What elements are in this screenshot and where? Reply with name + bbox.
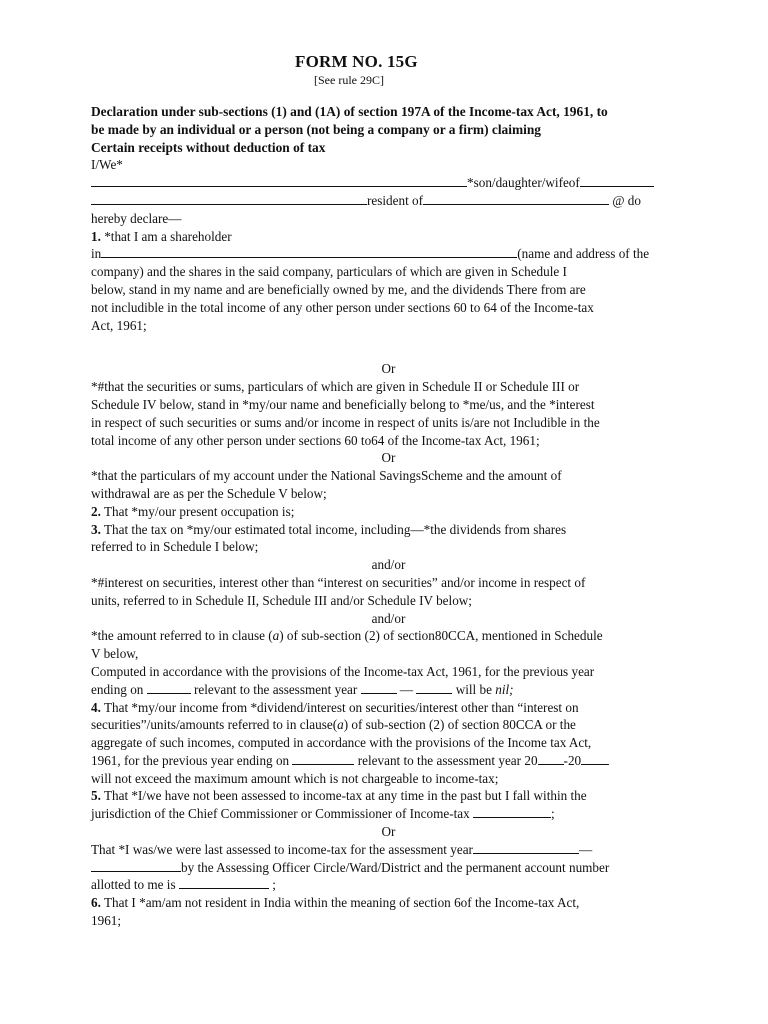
securities-line: total income of any other person under sections 60 to64 of the Income-tax Act, 1961; [91,432,540,448]
item-4-line [91,752,686,770]
item-2 [91,503,686,521]
nss-line: *that the particulars of my account under the National SavingsScheme and the amount of [91,468,562,484]
commissioner-field[interactable] [473,805,551,818]
item-number: 5. [91,788,101,804]
item-number: 3. [91,521,101,537]
item-4-text: relevant to the assessment year 20 [357,752,538,768]
item-number: 2. [91,503,101,519]
ending-label: ending on [91,681,144,697]
item-2-text: That *my/our present occupation is; [103,503,295,519]
or-separator: Or [381,824,396,840]
dash: — [399,681,414,697]
item-1-lead [91,228,686,246]
assessed-line [91,841,686,859]
item-number: 6. [91,895,101,911]
or-separator: Or [381,361,396,377]
semicolon: ; [551,806,555,822]
ay-start-field[interactable] [538,752,564,765]
declaration-line: Declaration under sub-sections (1) and (1A) of section 197A of the Income-tax Act, 1961, to [91,104,608,119]
interest-line: units, referred to in Schedule II, Schedule III and/or Schedule IV below; [91,592,472,608]
item-5 [91,787,686,805]
item-number: 1. [91,228,101,244]
declaration-line: be made by an individual or a person (not being a company or a firm) claiming [91,121,541,137]
name-line [91,174,686,192]
declaration-line: Certain receipts without deduction of tax [91,139,326,155]
declaration-heading [91,103,686,156]
year-from-field[interactable] [361,681,397,694]
item-4-text: ) of sub-section (2) of section 80CCA or the [343,717,576,733]
father-name-field[interactable] [91,192,367,205]
securities-line: in respect of such securities or sums and/or income in respect of units is/are not Includible in the [91,414,600,430]
interest-line: *#interest on securities, interest other than “interest on securities” and/or income in respect of [91,574,586,590]
hereby-declare: hereby declare— [91,210,182,226]
name-field[interactable] [91,174,467,187]
form-body [91,103,686,930]
iwe-label: I/We* [91,157,123,173]
pan-field[interactable] [179,876,269,889]
assessed-text: That *I was/we were last assessed to income-tax for the assessment year [91,841,473,857]
resident-field[interactable] [423,192,609,205]
year-to-field[interactable] [416,681,452,694]
securities-line: Schedule IV below, stand in *my/our name and beneficially belong to *me/us, and the *interest [91,396,595,412]
company-field[interactable] [101,245,517,258]
at-do-label: @ do [612,192,641,208]
dash: — [578,841,593,857]
ay-end-field[interactable] [581,752,609,765]
relation-label: *son/daughter/wifeof [467,175,580,191]
will-be-label: will be [455,681,492,697]
amount-line: V below, [91,646,139,662]
item-1-line: below, stand in my name and are beneficially owned by me, and the dividends There from are [91,281,586,297]
company-line [91,245,686,263]
spacer [91,334,686,360]
previous-year-field[interactable] [292,752,354,765]
amount-text: ) of sub-section (2) of section80CCA, mentioned in Schedule [279,628,603,644]
amount-text: *the amount referred to in clause ( [91,628,273,644]
item-4-text: -20 [563,752,582,768]
item-5-text: That *I/we have not been assessed to income-tax at any time in the past but I fall within the [103,788,587,804]
computed-line: Computed in accordance with the provisions of the Income-tax Act, 1961, for the previous year [91,663,595,679]
item-3-line: referred to in Schedule I below; [91,539,259,555]
or-separator: Or [381,450,396,466]
amount-line [91,627,686,645]
assessed-line [91,859,686,877]
item-5-line [91,805,686,823]
clause-a: a [337,717,344,733]
item-4-text: That *my/our income from *dividend/interest on securities/interest other than “interest on [103,699,579,715]
assessing-officer-field[interactable] [91,859,181,872]
andor-separator: and/or [371,610,406,626]
clause-a: a [272,628,280,644]
item-4-text: 1961, for the previous year ending on [91,752,290,768]
resident-label: resident of [367,192,424,208]
securities-line: *#that the securities or sums, particulars of which are given in Schedule II or Schedule III or [91,379,580,395]
item-4-text: securities”/units/amounts referred to in clause( [91,717,338,733]
in-label: in [91,246,102,262]
item-1-text: *that I am a shareholder [104,228,232,244]
assessed-text: allotted to me is [91,877,176,893]
nil-label: nil; [495,681,514,697]
item-1-line: company) and the shares in the said company, particulars of which are given in Schedule I [91,264,567,280]
assessed-text: by the Assessing Officer Circle/Ward/District and the permanent account number [181,859,610,875]
nss-line: withdrawal are as per the Schedule V below; [91,485,327,501]
relation-field[interactable] [580,174,654,187]
item-4-line: aggregate of such incomes, computed in accordance with the provisions of the Income tax Act, [91,735,592,751]
item-4-line: will not exceed the maximum amount which is not chargeable to income-tax; [91,770,499,786]
ending-line [91,681,686,699]
item-number: 4. [91,699,101,715]
name-address-label: (name and address of the [517,246,650,262]
resident-line [91,192,686,210]
andor-separator: and/or [371,557,406,573]
semicolon: ; [272,877,276,893]
form-rule: [See rule 29C] [314,73,384,87]
form-title: FORM NO. 15G [295,52,418,71]
relevant-label: relevant to the assessment year [193,681,358,697]
item-6 [91,894,686,912]
item-3 [91,521,686,539]
assessment-year-field[interactable] [473,841,579,854]
item-4 [91,699,686,717]
ending-field[interactable] [147,681,191,694]
item-1-line: Act, 1961; [91,317,147,333]
item-4-line [91,716,686,734]
item-6-text: That I *am/am not resident in India within the meaning of section 6of the Income-tax Act, [103,895,580,911]
item-5-text: jurisdiction of the Chief Commissioner or Commissioner of Income-tax [91,806,470,822]
item-1-line: not includible in the total income of any other person under sections 60 to 64 of the Income-tax [91,299,594,315]
item-3-text: That the tax on *my/our estimated total income, including—*the dividends from shares [103,521,567,537]
assessed-line [91,876,686,894]
item-6-line: 1961; [91,913,122,929]
